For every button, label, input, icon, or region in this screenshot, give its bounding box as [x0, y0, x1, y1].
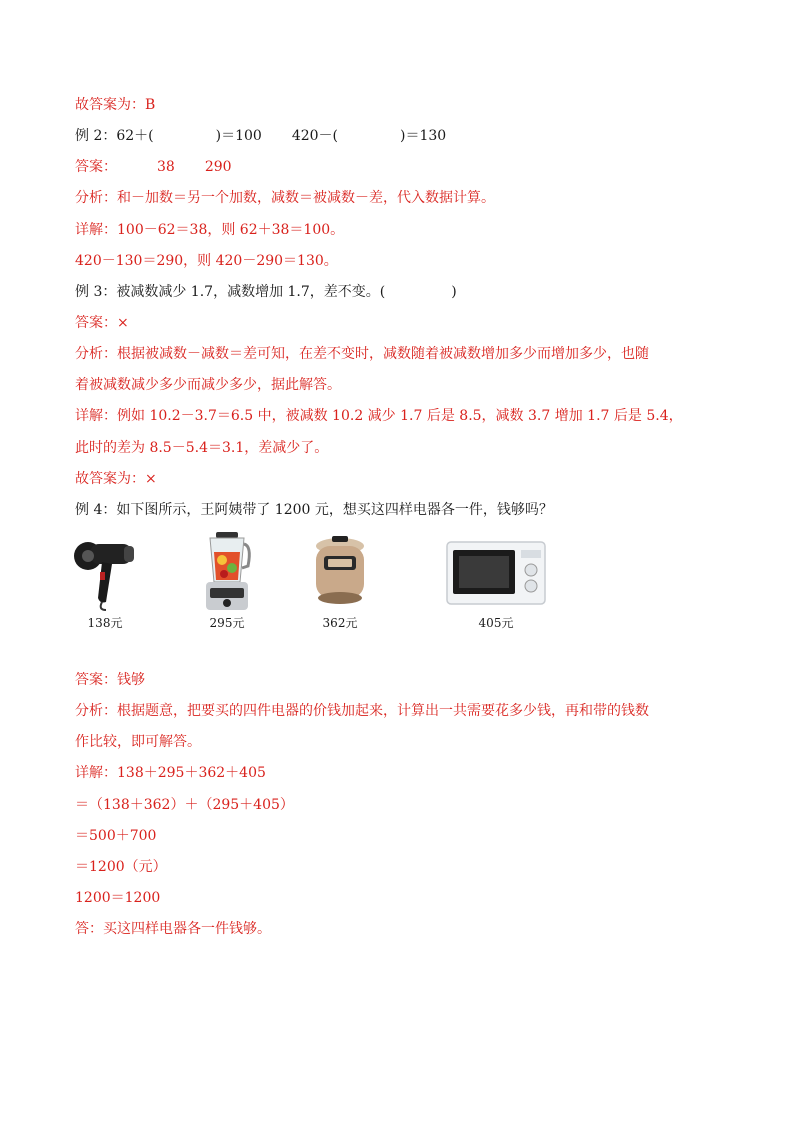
example-3-final-answer: 故答案为：× — [75, 471, 157, 487]
example-2-part4: )＝130 — [400, 128, 447, 144]
example-3-question — [75, 283, 457, 301]
rice-cooker-icon — [312, 530, 368, 612]
example-2-part3: 420－( — [291, 128, 339, 144]
hair-dryer-icon — [72, 530, 138, 612]
answer-value-290: 290 — [204, 159, 232, 175]
example-2-part1: 例 2：62＋( — [75, 128, 154, 144]
example-3-analysis-2: 着被减数减少多少而减少多少，据此解答。 — [75, 377, 341, 393]
example-4-detail-1: 详解：138＋295＋362＋405 — [75, 765, 266, 781]
example-3-answer: 答案：× — [75, 315, 129, 331]
microwave-icon — [445, 530, 547, 612]
example-4-detail-4: ＝1200（元） — [75, 859, 167, 875]
product-blender — [196, 530, 258, 630]
product-rice-cooker — [312, 530, 368, 630]
example-3-detail-2: 此时的差为 8.5－5.4＝3.1，差减少了。 — [75, 440, 329, 456]
example-4-question: 例 4：如下图所示，王阿姨带了 1200 元，想买这四样电器各一件，钱够吗？ — [75, 502, 553, 518]
example-3-close-paren: ) — [451, 284, 457, 300]
blender-icon — [196, 530, 258, 612]
product-microwave — [445, 530, 547, 630]
price-rice-cooker: 362元 — [322, 616, 358, 630]
price-microwave: 405元 — [478, 616, 514, 630]
example-4-conclusion: 答：买这四样电器各一件钱够。 — [75, 921, 271, 937]
example-4-answer: 答案：钱够 — [75, 672, 145, 688]
price-blender: 295元 — [209, 616, 245, 630]
example-4-detail-2: ＝（138＋362）＋（295＋405） — [75, 797, 294, 813]
answer-value-38: 38 — [157, 159, 175, 175]
example-2-detail-2: 420－130＝290，则 420－290＝130。 — [75, 253, 338, 269]
answer-label: 答案： — [75, 159, 117, 175]
example-4-detail-3: ＝500＋700 — [75, 828, 157, 844]
product-hair-dryer — [72, 530, 138, 630]
example-3-analysis-1: 分析：根据被减数－减数＝差可知，在差不变时，减数随着被减数增加多少而增加多少，也随 — [75, 346, 649, 362]
example-4-detail-5: 1200＝1200 — [75, 890, 161, 906]
example-3-detail-1: 详解：例如 10.2－3.7＝6.5 中，被减数 10.2 减少 1.7 后是 8.5，减数 3.7 增加 1.7 后是 5.4， — [75, 408, 683, 424]
example-2-question — [75, 127, 446, 145]
price-hair-dryer: 138元 — [87, 616, 123, 630]
example-3-text: 例 3：被减数减少 1.7，减数增加 1.7，差不变。( — [75, 284, 386, 300]
example-2-analysis: 分析：和－加数＝另一个加数，减数＝被减数－差，代入数据计算。 — [75, 190, 495, 206]
example-2-detail-1: 详解：100－62＝38，则 62＋38＝100。 — [75, 222, 345, 238]
example-2-part2: )＝100 — [215, 128, 262, 144]
line-answer-b: 故答案为：B — [75, 97, 156, 113]
example-4-analysis-1: 分析：根据题意，把要买的四件电器的价钱加起来，计算出一共需要花多少钱，再和带的钱数 — [75, 703, 649, 719]
example-2-answer — [75, 158, 232, 176]
example-4-analysis-2: 作比较，即可解答。 — [75, 734, 201, 750]
